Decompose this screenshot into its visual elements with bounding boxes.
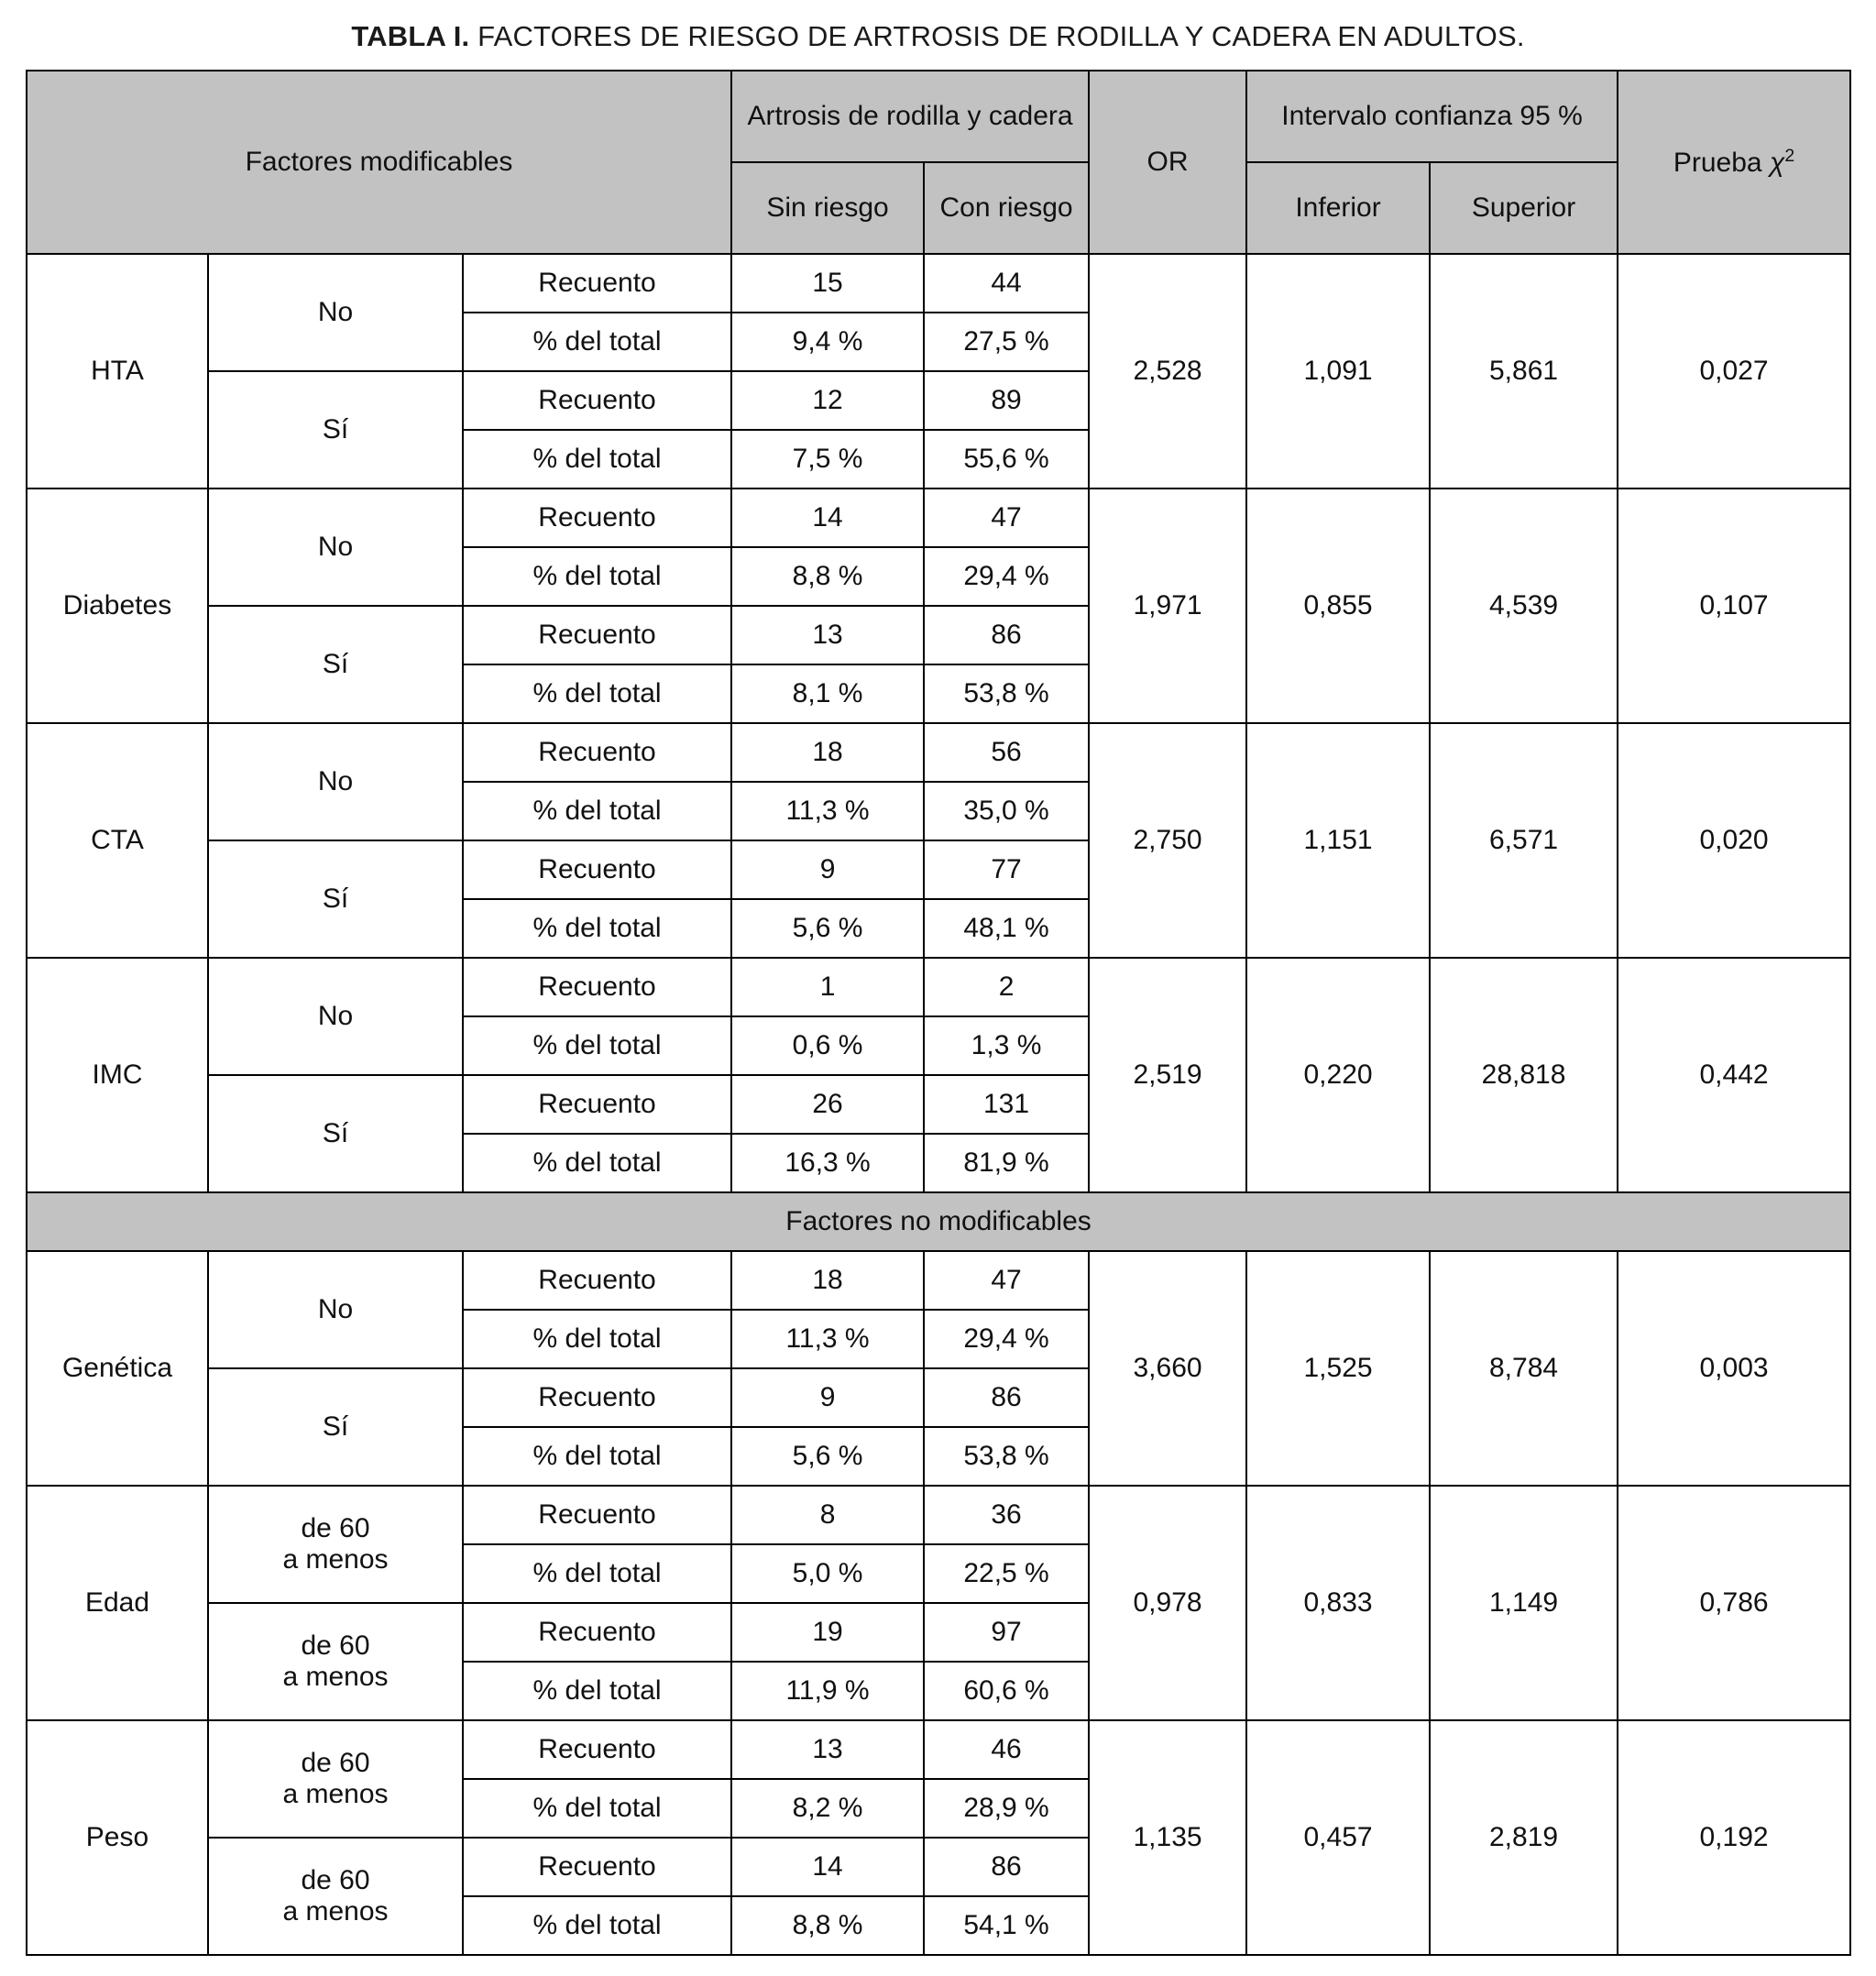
level-line-1: de 60 xyxy=(301,1512,370,1543)
value-inferior: 0,220 xyxy=(1246,958,1430,1192)
level-name: No xyxy=(208,723,463,840)
value-con-riesgo: 55,6 % xyxy=(924,430,1089,489)
metric-label: Recuento xyxy=(463,723,731,782)
value-sin-riesgo: 18 xyxy=(731,1251,924,1310)
value-sin-riesgo: 14 xyxy=(731,489,924,547)
value-p: 0,020 xyxy=(1618,723,1850,958)
value-sin-riesgo: 8,8 % xyxy=(731,547,924,606)
table-row xyxy=(27,723,1850,782)
value-con-riesgo: 86 xyxy=(924,1838,1089,1896)
level-line-2: a menos xyxy=(282,1662,389,1692)
value-con-riesgo: 48,1 % xyxy=(924,899,1089,958)
header-intervalo-confianza: Intervalo confianza 95 % xyxy=(1246,71,1618,162)
metric-label: % del total xyxy=(463,664,731,723)
factor-name: Edad xyxy=(27,1486,208,1720)
value-p: 0,786 xyxy=(1618,1486,1850,1720)
level-name: Sí xyxy=(208,606,463,723)
value-or: 0,978 xyxy=(1089,1486,1246,1720)
level-line-1: de 60 xyxy=(301,1864,370,1895)
metric-label: Recuento xyxy=(463,958,731,1016)
metric-label: % del total xyxy=(463,1134,731,1192)
value-inferior: 0,855 xyxy=(1246,489,1430,723)
table-caption-text: FACTORES DE RIESGO DE ARTROSIS DE RODILLA Y CADERA EN ADULTOS. xyxy=(469,20,1525,52)
value-inferior: 1,525 xyxy=(1246,1251,1430,1486)
value-con-riesgo: 1,3 % xyxy=(924,1016,1089,1075)
metric-label: % del total xyxy=(463,547,731,606)
metric-label: % del total xyxy=(463,1662,731,1720)
value-p: 0,442 xyxy=(1618,958,1850,1192)
value-con-riesgo: 27,5 % xyxy=(924,313,1089,371)
value-superior: 1,149 xyxy=(1430,1486,1618,1720)
value-sin-riesgo: 5,6 % xyxy=(731,1427,924,1486)
factor-name: HTA xyxy=(27,254,208,489)
value-con-riesgo: 54,1 % xyxy=(924,1896,1089,1955)
value-or: 2,528 xyxy=(1089,254,1246,489)
level-name: Sí xyxy=(208,1368,463,1486)
value-p: 0,107 xyxy=(1618,489,1850,723)
value-p: 0,027 xyxy=(1618,254,1850,489)
section-band-row xyxy=(27,1192,1850,1251)
value-sin-riesgo: 5,6 % xyxy=(731,899,924,958)
value-con-riesgo: 46 xyxy=(924,1720,1089,1779)
value-con-riesgo: 86 xyxy=(924,1368,1089,1427)
metric-label: % del total xyxy=(463,1544,731,1603)
value-con-riesgo: 131 xyxy=(924,1075,1089,1134)
metric-label: Recuento xyxy=(463,1075,731,1134)
level-name: No xyxy=(208,489,463,606)
value-con-riesgo: 53,8 % xyxy=(924,664,1089,723)
value-or: 3,660 xyxy=(1089,1251,1246,1486)
table-caption-label: TABLA I. xyxy=(351,20,470,52)
value-inferior: 1,151 xyxy=(1246,723,1430,958)
header-inferior: Inferior xyxy=(1246,162,1430,254)
value-p: 0,192 xyxy=(1618,1720,1850,1955)
value-sin-riesgo: 9 xyxy=(731,840,924,899)
value-sin-riesgo: 1 xyxy=(731,958,924,1016)
value-con-riesgo: 77 xyxy=(924,840,1089,899)
factor-name: Peso xyxy=(27,1720,208,1955)
metric-label: Recuento xyxy=(463,840,731,899)
value-sin-riesgo: 8,2 % xyxy=(731,1779,924,1838)
header-factores-modificables: Factores modificables xyxy=(27,71,731,254)
value-sin-riesgo: 8,1 % xyxy=(731,664,924,723)
value-inferior: 0,833 xyxy=(1246,1486,1430,1720)
metric-label: % del total xyxy=(463,1896,731,1955)
value-superior: 8,784 xyxy=(1430,1251,1618,1486)
value-sin-riesgo: 11,3 % xyxy=(731,1310,924,1368)
value-superior: 28,818 xyxy=(1430,958,1618,1192)
value-or: 1,135 xyxy=(1089,1720,1246,1955)
value-or: 1,971 xyxy=(1089,489,1246,723)
value-con-riesgo: 36 xyxy=(924,1486,1089,1544)
table-row xyxy=(27,958,1850,1016)
section-band-factores-no-modificables: Factores no modificables xyxy=(27,1192,1850,1251)
level-name: Sí xyxy=(208,840,463,958)
value-sin-riesgo: 16,3 % xyxy=(731,1134,924,1192)
level-name: No xyxy=(208,254,463,371)
level-name: No xyxy=(208,958,463,1075)
value-sin-riesgo: 15 xyxy=(731,254,924,313)
value-sin-riesgo: 7,5 % xyxy=(731,430,924,489)
metric-label: % del total xyxy=(463,1779,731,1838)
value-superior: 5,861 xyxy=(1430,254,1618,489)
factor-name: Diabetes xyxy=(27,489,208,723)
factor-name: Genética xyxy=(27,1251,208,1486)
value-con-riesgo: 35,0 % xyxy=(924,782,1089,840)
value-con-riesgo: 2 xyxy=(924,958,1089,1016)
metric-label: Recuento xyxy=(463,1838,731,1896)
metric-label: Recuento xyxy=(463,371,731,430)
metric-label: Recuento xyxy=(463,1251,731,1310)
value-sin-riesgo: 8 xyxy=(731,1486,924,1544)
value-con-riesgo: 47 xyxy=(924,1251,1089,1310)
metric-label: % del total xyxy=(463,1016,731,1075)
value-sin-riesgo: 18 xyxy=(731,723,924,782)
table-body xyxy=(27,254,1850,1955)
value-sin-riesgo: 5,0 % xyxy=(731,1544,924,1603)
value-sin-riesgo: 14 xyxy=(731,1838,924,1896)
metric-label: % del total xyxy=(463,430,731,489)
table-caption xyxy=(26,20,1850,53)
metric-label: Recuento xyxy=(463,254,731,313)
metric-label: Recuento xyxy=(463,606,731,664)
value-con-riesgo: 60,6 % xyxy=(924,1662,1089,1720)
value-con-riesgo: 97 xyxy=(924,1603,1089,1662)
value-con-riesgo: 29,4 % xyxy=(924,547,1089,606)
value-sin-riesgo: 13 xyxy=(731,1720,924,1779)
header-or: OR xyxy=(1089,71,1246,254)
value-p: 0,003 xyxy=(1618,1251,1850,1486)
value-or: 2,750 xyxy=(1089,723,1246,958)
value-or: 2,519 xyxy=(1089,958,1246,1192)
value-sin-riesgo: 0,6 % xyxy=(731,1016,924,1075)
header-sin-riesgo: Sin riesgo xyxy=(731,162,924,254)
metric-label: % del total xyxy=(463,782,731,840)
level-name xyxy=(208,1838,463,1955)
value-con-riesgo: 89 xyxy=(924,371,1089,430)
value-con-riesgo: 86 xyxy=(924,606,1089,664)
metric-label: % del total xyxy=(463,1427,731,1486)
level-name xyxy=(208,1486,463,1603)
metric-label: % del total xyxy=(463,313,731,371)
factor-name: CTA xyxy=(27,723,208,958)
value-sin-riesgo: 26 xyxy=(731,1075,924,1134)
metric-label: % del total xyxy=(463,899,731,958)
value-con-riesgo: 22,5 % xyxy=(924,1544,1089,1603)
value-sin-riesgo: 19 xyxy=(731,1603,924,1662)
value-con-riesgo: 29,4 % xyxy=(924,1310,1089,1368)
value-sin-riesgo: 11,3 % xyxy=(731,782,924,840)
value-sin-riesgo: 8,8 % xyxy=(731,1896,924,1955)
metric-label: Recuento xyxy=(463,1720,731,1779)
table-header xyxy=(27,71,1850,254)
value-superior: 2,819 xyxy=(1430,1720,1618,1955)
level-name xyxy=(208,1720,463,1838)
level-name xyxy=(208,1603,463,1720)
factor-name: IMC xyxy=(27,958,208,1192)
value-inferior: 1,091 xyxy=(1246,254,1430,489)
value-sin-riesgo: 13 xyxy=(731,606,924,664)
table-row xyxy=(27,254,1850,313)
level-line-2: a menos xyxy=(282,1544,389,1575)
value-con-riesgo: 53,8 % xyxy=(924,1427,1089,1486)
header-superior: Superior xyxy=(1430,162,1618,254)
metric-label: Recuento xyxy=(463,1368,731,1427)
value-sin-riesgo: 11,9 % xyxy=(731,1662,924,1720)
value-inferior: 0,457 xyxy=(1246,1720,1430,1955)
header-row-top xyxy=(27,71,1850,162)
value-con-riesgo: 81,9 % xyxy=(924,1134,1089,1192)
header-prueba-label: Prueba $\chi^2$ xyxy=(1673,146,1795,178)
level-line-2: a menos xyxy=(282,1896,389,1927)
value-sin-riesgo: 12 xyxy=(731,371,924,430)
value-con-riesgo: 47 xyxy=(924,489,1089,547)
level-line-2: a menos xyxy=(282,1779,389,1809)
level-line-1: de 60 xyxy=(301,1630,370,1661)
header-con-riesgo: Con riesgo xyxy=(924,162,1089,254)
value-con-riesgo: 28,9 % xyxy=(924,1779,1089,1838)
table-row xyxy=(27,1720,1850,1779)
value-con-riesgo: 56 xyxy=(924,723,1089,782)
header-artrosis: Artrosis de rodilla y cadera xyxy=(731,71,1089,162)
metric-label: Recuento xyxy=(463,489,731,547)
table-row xyxy=(27,1486,1850,1544)
level-name: No xyxy=(208,1251,463,1368)
value-sin-riesgo: 9,4 % xyxy=(731,313,924,371)
metric-label: Recuento xyxy=(463,1603,731,1662)
metric-label: Recuento xyxy=(463,1486,731,1544)
level-name: Sí xyxy=(208,371,463,489)
table-row xyxy=(27,1251,1850,1310)
value-sin-riesgo: 9 xyxy=(731,1368,924,1427)
value-superior: 6,571 xyxy=(1430,723,1618,958)
metric-label: % del total xyxy=(463,1310,731,1368)
header-prueba-chi2 xyxy=(1618,71,1850,254)
level-name: Sí xyxy=(208,1075,463,1192)
value-superior: 4,539 xyxy=(1430,489,1618,723)
table-row xyxy=(27,489,1850,547)
value-con-riesgo: 44 xyxy=(924,254,1089,313)
level-line-1: de 60 xyxy=(301,1747,370,1778)
risk-factors-table xyxy=(26,70,1851,1956)
